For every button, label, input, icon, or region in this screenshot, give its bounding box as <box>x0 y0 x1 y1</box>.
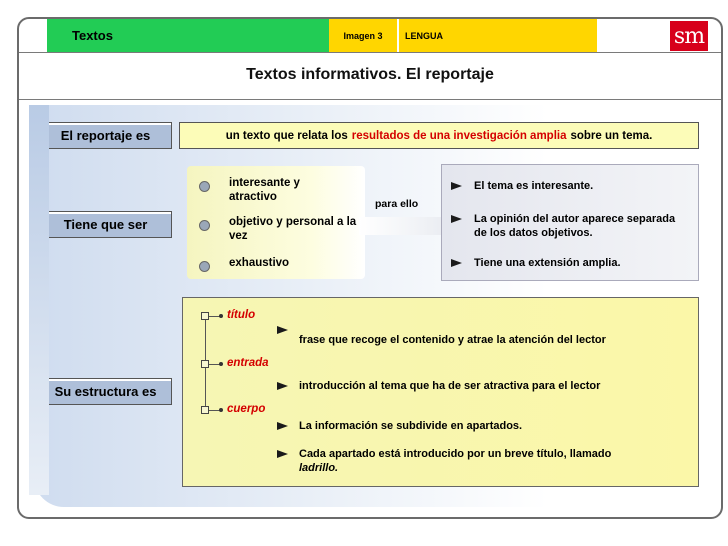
bullet-icon <box>199 181 210 192</box>
header-bar <box>19 19 721 52</box>
label-tiene-que-ser: Tiene que ser <box>39 211 172 238</box>
tree-node-icon <box>201 360 209 368</box>
arrow-icon <box>451 215 462 223</box>
quality-item: objetivo y personal a la vez <box>229 216 357 242</box>
part-description: frase que recoge el contenido y atrae la atención del lector <box>299 334 606 346</box>
part-description: Cada apartado está introducido por un breve título, llamado <box>299 448 612 460</box>
bullet-icon <box>199 261 210 272</box>
arrow-icon <box>277 422 288 430</box>
title-divider <box>19 99 721 100</box>
part-entrada: entrada <box>227 357 269 369</box>
tree-node-icon <box>201 312 209 320</box>
tree-node-icon <box>201 406 209 414</box>
definition-box <box>179 122 699 149</box>
part-description: La información se subdivide en apartados. <box>299 420 523 432</box>
small-bullet-icon <box>219 314 223 318</box>
definition-text-before: un texto que relata los <box>225 129 348 142</box>
arrow-icon <box>277 450 288 458</box>
part-titulo: título <box>227 309 256 321</box>
small-bullet-icon <box>219 408 223 412</box>
part-description: introducción al tema que ha de ser atractiva para el lector <box>299 380 601 392</box>
small-bullet-icon <box>219 362 223 366</box>
page-title: Textos informativos. El reportaje <box>246 66 494 83</box>
bullet-icon <box>199 220 210 231</box>
reason-item: El tema es interesante. <box>474 180 594 192</box>
image-number: Imagen 3 <box>329 19 397 52</box>
reason-item: Tiene una extensión amplia. <box>474 257 621 269</box>
arrow-icon <box>277 382 288 390</box>
quality-item: exhaustivo <box>229 257 290 269</box>
section-title: Textos <box>47 19 329 52</box>
arrow-icon <box>277 326 288 334</box>
quality-item: interesante y atractivo <box>229 177 300 203</box>
label-reportaje: El reportaje es <box>39 122 172 149</box>
connector-text: para ello <box>375 198 419 210</box>
arrow-icon <box>451 259 462 267</box>
subject-label: LENGUA <box>397 19 597 52</box>
slide-frame <box>17 17 723 519</box>
header-divider <box>19 52 721 53</box>
label-estructura: Su estructura es <box>39 378 172 405</box>
definition-text-after: sobre un tema. <box>570 129 653 142</box>
part-description: ladrillo. <box>299 462 339 474</box>
part-cuerpo: cuerpo <box>227 403 266 415</box>
definition-highlight: resultados de una investigación amplia <box>351 129 567 142</box>
sm-logo: sm <box>670 21 708 51</box>
arrow-icon <box>451 182 462 190</box>
sidebar-decoration <box>29 105 49 495</box>
reason-item: La opinión del autor aparece separada de los datos objetivos. <box>474 213 676 239</box>
